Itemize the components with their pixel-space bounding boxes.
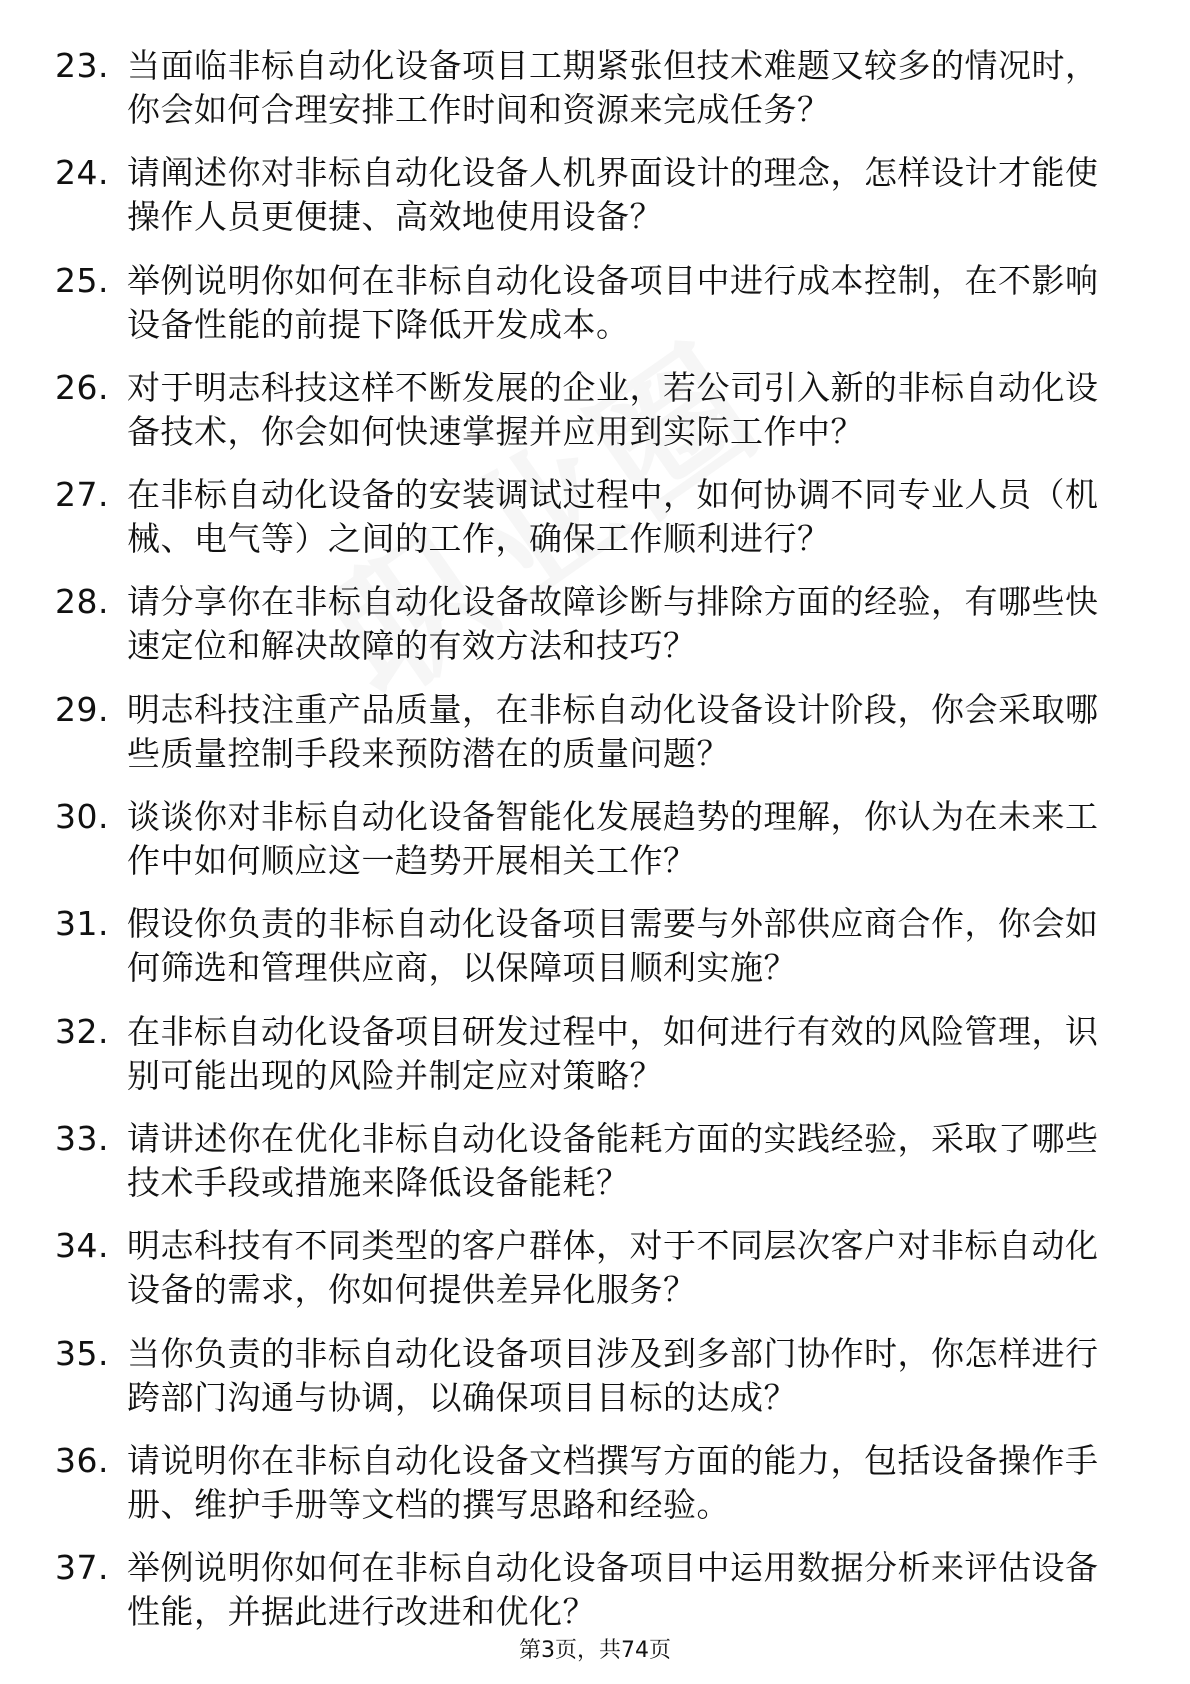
question-item [0,1439,1190,1527]
question-item [0,1224,1190,1312]
question-text: 当面临非标自动化设备项目工期紧张但技术难题又较多的情况时，你会如何合理安排工作时间和资源来完成任务？ [127,46,1099,129]
question-text: 当你负责的非标自动化设备项目涉及到多部门协作时，你怎样进行跨部门沟通与协调，以确保项目目标的达成？ [127,1333,1099,1417]
question-number: 37. [55,1548,109,1588]
question-item [0,473,1190,561]
question-text: 明志科技注重产品质量，在非标自动化设备设计阶段，你会采取哪些质量控制手段来预防潜在的质量问题？ [127,689,1099,773]
question-number: 25. [55,260,109,300]
question-item [0,580,1190,668]
question-text: 在非标自动化设备项目研发过程中，如何进行有效的风险管理，识别可能出现的风险并制定应对策略？ [127,1011,1099,1095]
question-number: 36. [55,1440,109,1480]
question-text: 举例说明你如何在非标自动化设备项目中进行成本控制，在不影响设备性能的前提下降低开发成本。 [127,260,1099,344]
question-item [0,44,1190,132]
question-item [0,1010,1190,1098]
question-item [0,366,1190,454]
question-number: 35. [55,1333,109,1373]
question-number: 23. [55,46,109,85]
question-text: 请分享你在非标自动化设备故障诊断与排除方面的经验，有哪些快速定位和解决故障的有效方法和技巧？ [127,582,1099,666]
question-number: 34. [55,1226,109,1266]
question-text: 谈谈你对非标自动化设备智能化发展趋势的理解，你认为在未来工作中如何顺应这一趋势开展相关工作？ [127,797,1099,881]
question-item [0,1332,1190,1420]
question-number: 31. [55,904,109,944]
question-number: 26. [55,367,109,407]
question-text: 举例说明你如何在非标自动化设备项目中运用数据分析来评估设备性能，并据此进行改进和优化？ [127,1548,1099,1632]
question-item [0,1546,1190,1634]
question-text: 明志科技有不同类型的客户群体，对于不同层次客户对非标自动化设备的需求，你如何提供差异化服务？ [127,1226,1099,1310]
question-number: 27. [55,475,109,515]
question-number: 29. [55,689,109,729]
question-text: 请讲述你在优化非标自动化设备能耗方面的实践经验，采取了哪些技术手段或措施来降低设备能耗？ [127,1118,1099,1202]
question-text: 假设你负责的非标自动化设备项目需要与外部供应商合作，你会如何筛选和管理供应商，以保障项目顺利实施？ [127,904,1099,988]
question-number: 30. [55,797,109,837]
question-item [0,259,1190,347]
question-text: 对于明志科技这样不断发展的企业，若公司引入新的非标自动化设备技术，你会如何快速掌握并应用到实际工作中？ [127,367,1099,451]
question-number: 28. [55,582,109,622]
question-item [0,151,1190,239]
question-text: 请阐述你对非标自动化设备人机界面设计的理念，怎样设计才能使操作人员更便捷、高效地使用设备？ [127,153,1099,237]
question-text: 在非标自动化设备的安装调试过程中，如何协调不同专业人员（机械、电气等）之间的工作，确保工作顺利进行？ [127,475,1099,559]
question-number: 33. [55,1118,109,1158]
question-item [0,902,1190,990]
question-item [0,688,1190,776]
question-item [0,795,1190,883]
question-text: 请说明你在非标自动化设备文档撰写方面的能力，包括设备操作手册、维护手册等文档的撰写思路和经验。 [127,1440,1099,1524]
question-number: 32. [55,1011,109,1051]
question-number: 24. [55,153,109,193]
question-list [0,44,1190,1653]
question-item [0,1117,1190,1205]
page-number: 第3页，共74页 [519,1638,671,1663]
